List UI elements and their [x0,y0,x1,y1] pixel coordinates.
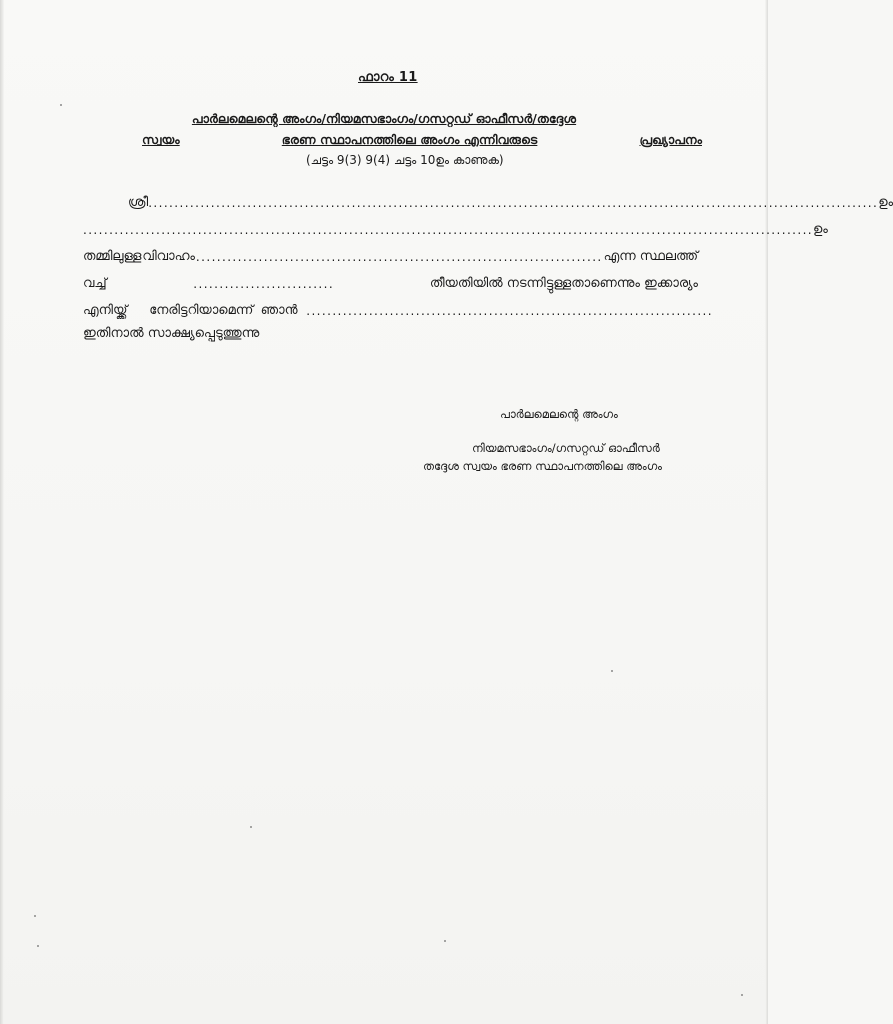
line3-word-1: തമ്മിലുള്ള [83,249,142,264]
form-title-line-2 [142,132,702,148]
body-line-5 [83,302,713,320]
line5-word-3: ഞാൻ [260,303,298,318]
form-title-line-1: പാർലമെലന്റെ അംഗം/നിയമസഭാംഗം/ഗസറ്റഡ് ഓഫീസർ/തദ്ദേശ [191,111,577,126]
title-phrase-body: ഭരണ സ്ഥാപനത്തിലെ അംഗം എന്നിവരുടെ [281,132,538,147]
scan-speck [250,826,252,828]
signatory-title-2: നിയമസഭാംഗം/ഗസറ്റഡ് ഓഫീസർ [472,441,660,455]
name-blank-1: ............................................................................................................................................ [148,196,879,210]
signatory-title-1: പാർലമെലന്റെ അംഗം [500,407,618,421]
line5-word-2: നേരിട്ടറിയാമെന്ന് [149,303,254,318]
name-blank-2: ............................................................................................................................................ [83,223,814,237]
line3-word-2: വിവാഹം [142,249,195,264]
title-word-swayam: സ്വയം [142,132,180,147]
body-line-4 [83,275,698,293]
line5-word-1: എനിയ്ക്ക് [83,303,128,318]
declarant-blank: .............................................................................. [306,304,713,318]
scan-speck [611,670,613,672]
body-line-1 [128,194,893,212]
body-line-2 [83,221,828,239]
scan-speck [34,915,36,917]
form-number: ഫാറം 11 [358,70,418,85]
line1-suffix: ഉം [878,195,893,210]
line4-word-1: വച്ച് [83,276,107,291]
line4-suffix: തീയതിയിൽ നടന്നിട്ടുള്ളതാണെന്നും ഇക്കാര്യം [429,276,698,291]
scan-speck [60,104,62,106]
scan-speck [444,940,446,942]
scan-edge-left [0,0,4,1024]
line3-suffix: എന്ന സ്ഥലത്ത് [603,249,698,264]
sri-label: ശ്രീ [128,195,149,210]
title-word-declaration: പ്രഖ്യാപനം [639,132,702,147]
body-line-3 [83,248,698,266]
rule-reference: (ചട്ടം 9(3) 9(4) ചട്ടം 10ഉം കാണുക) [306,153,504,167]
line2-suffix: ഉം [813,222,828,237]
body-line-6: ഇതിനാൽ സാക്ഷ്യപ്പെടുത്തുന്നു [83,326,260,341]
scan-edge-right [765,0,768,1024]
scan-speck [741,994,743,996]
signatory-title-3: തദ്ദേശ സ്വയം ഭരണ സ്ഥാപനത്തിലെ അംഗം [423,459,662,473]
place-blank: .............................................................................. [195,250,603,264]
date-blank: ........................... [193,277,335,291]
scan-speck [37,945,39,947]
